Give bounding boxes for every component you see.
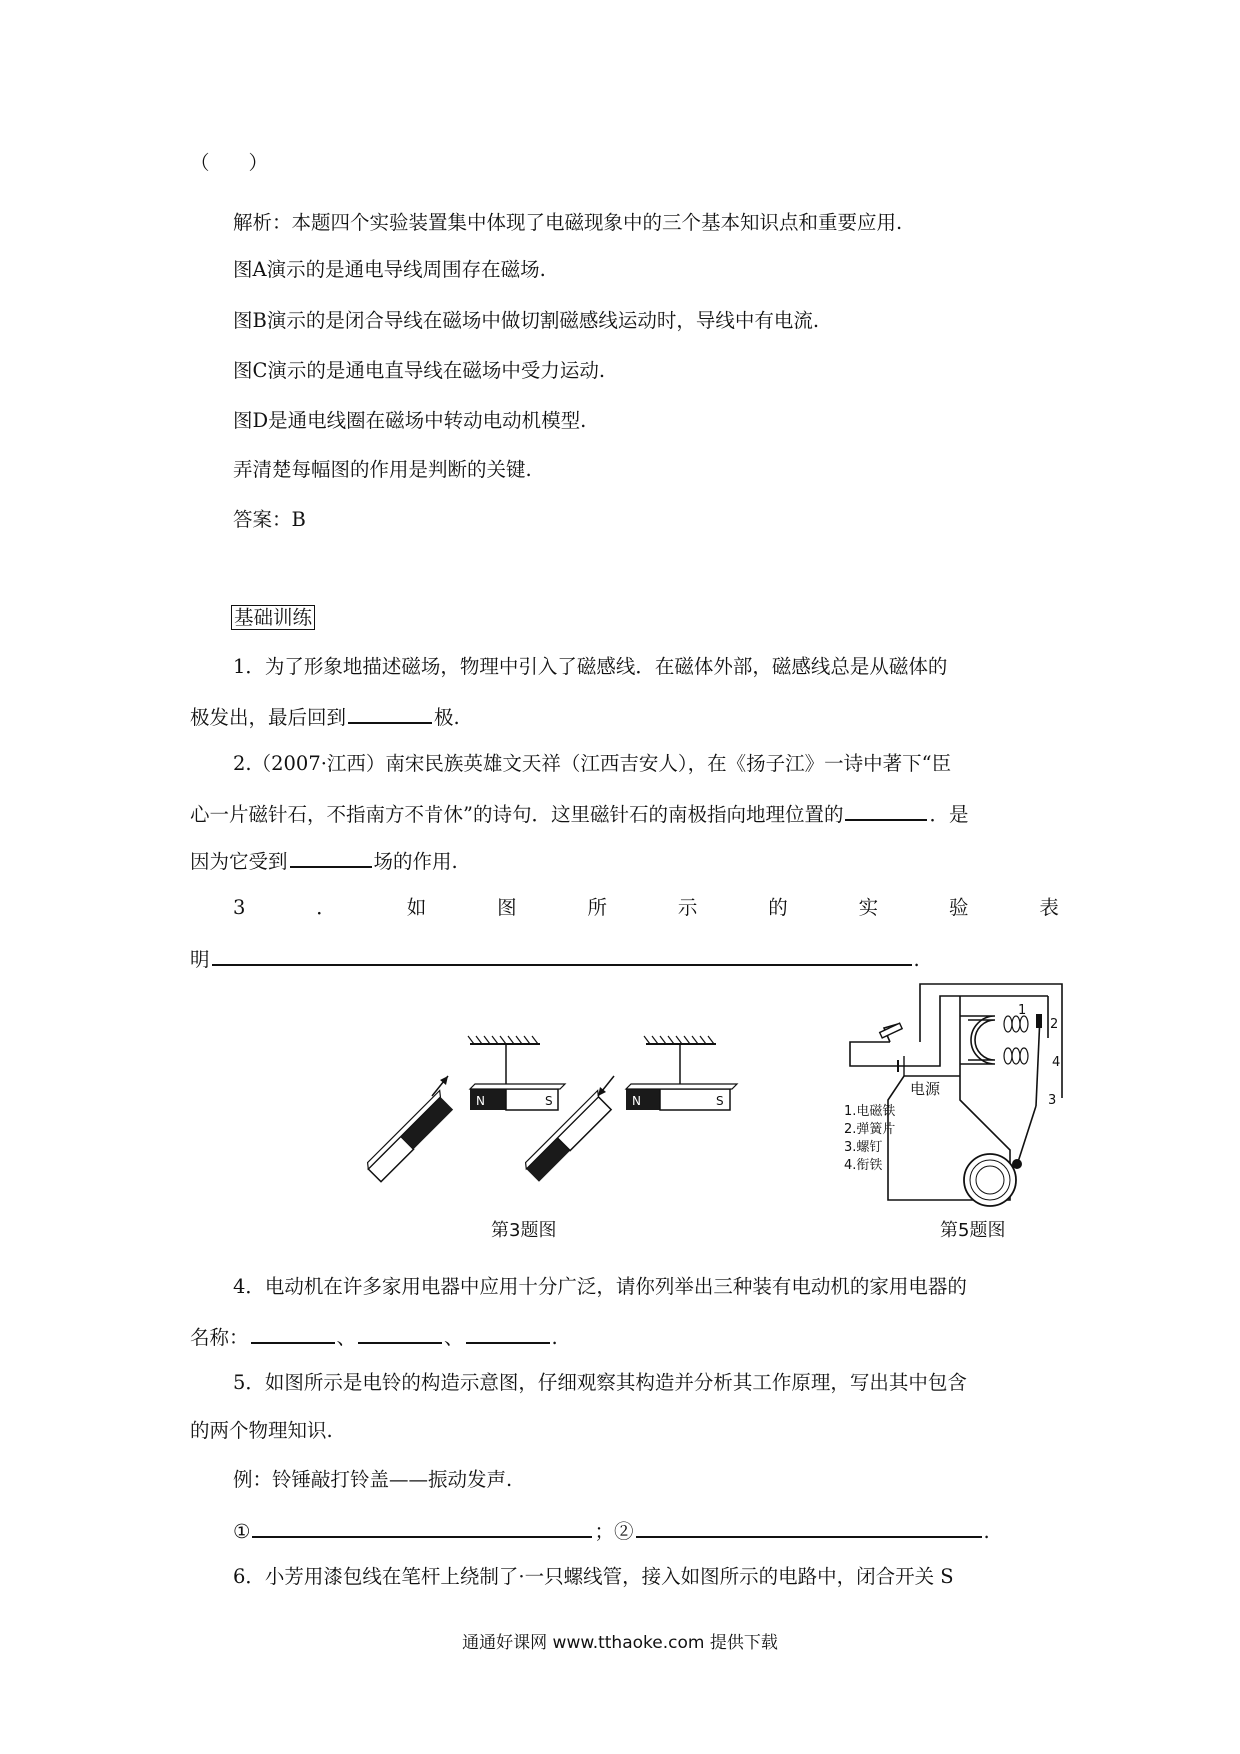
q3-word: 3 — [233, 896, 246, 919]
figure-5-legend-item: 4.衔铁 — [844, 1158, 883, 1173]
q5-example: 例：铃锤敲打铃盖——振动发声. — [233, 1468, 513, 1491]
q5-blank-1[interactable] — [252, 1514, 592, 1538]
q5-line-1: 5．如图所示是电铃的构造示意图，仔细观察其构造并分析其工作原理，写出其中包含 — [233, 1371, 967, 1394]
q2-line-2 — [190, 797, 969, 830]
q3-word: 如 — [406, 896, 427, 919]
q2-text-d: 场的作用. — [373, 850, 458, 873]
q1-line-2 — [190, 700, 460, 733]
figure-5-num-2: 2 — [1050, 1017, 1059, 1032]
q4-blank-1[interactable] — [251, 1320, 335, 1344]
q3-line-2 — [190, 942, 920, 975]
q4-line-1: 4．电动机在许多家用电器中应用十分广泛，请你列举出三种装有电动机的家用电器的 — [233, 1275, 967, 1298]
q3-word: 验 — [949, 896, 969, 919]
q3-word: 所 — [587, 896, 607, 919]
q3-text-b: . — [913, 948, 920, 971]
section-title — [231, 603, 315, 633]
q2-text-b: ．是 — [929, 803, 969, 826]
q3-word: 图 — [497, 896, 517, 919]
q2-line-3 — [190, 844, 458, 877]
q3-blank[interactable] — [212, 942, 912, 966]
q2-blank-1[interactable] — [845, 797, 927, 821]
figure-5-num-3: 3 — [1048, 1093, 1057, 1108]
analysis-figure-a: 图A演示的是通电导线周围存在磁场. — [233, 258, 546, 281]
analysis-figure-c: 图C演示的是通电直导线在磁场中受力运动. — [233, 359, 606, 382]
q5-mark-1: ① — [233, 1520, 251, 1543]
figure-5-diagram — [840, 980, 1080, 1210]
figure-5-power-label: 电源 — [910, 1080, 941, 1098]
q2-line-1: 2.（2007·江西）南宋民族英雄文天祥（江西吉安人），在《扬子江》一诗中著下“臣 — [233, 752, 952, 775]
figure-5-legend-item: 1.电磁铁 — [844, 1104, 896, 1119]
q4-sep-1: 、 — [336, 1326, 357, 1349]
q4-end: . — [551, 1326, 558, 1349]
figure-5-caption: 第5题图 — [940, 1220, 1006, 1241]
q3-word: 示 — [677, 896, 698, 919]
page-footer: 通通好课网 www.tthaoke.com 提供下载 — [462, 1633, 778, 1653]
q1-text-b: 极. — [434, 706, 460, 729]
q5-blank-2[interactable] — [636, 1514, 982, 1538]
figure-3-left-n: N — [476, 1094, 485, 1108]
figure-3-caption: 第3题图 — [491, 1220, 557, 1241]
figure-3-diagram — [360, 1030, 760, 1200]
answer-parentheses: （ ） — [190, 151, 269, 174]
q1-text-a: 极发出，最后回到 — [190, 706, 347, 729]
q2-blank-2[interactable] — [290, 844, 372, 868]
q4-sep-2: 、 — [444, 1326, 464, 1349]
figure-3-right-n: N — [632, 1094, 641, 1108]
q1-line-1: 1．为了形象地描述磁场，物理中引入了磁感线．在磁体外部，磁感线总是从磁体的 — [233, 655, 948, 678]
section-title-text: 基础训练 — [231, 605, 315, 630]
q3-line-1 — [233, 893, 1059, 923]
q4-line-2 — [190, 1320, 558, 1353]
q1-blank[interactable] — [348, 700, 432, 724]
q4-blank-3[interactable] — [466, 1320, 550, 1344]
q3-word: 表 — [1039, 896, 1059, 919]
q3-text-a: 明 — [190, 948, 210, 971]
q5-answer-line — [233, 1514, 990, 1547]
figure-5-legend-item: 2.弹簧片 — [844, 1122, 896, 1137]
q2-text-c: 因为它受到 — [190, 850, 288, 873]
figure-5-num-4: 4 — [1052, 1055, 1061, 1070]
analysis-key-point: 弄清楚每幅图的作用是判断的关键. — [233, 458, 532, 481]
q5-end: . — [983, 1520, 990, 1543]
q3-word: 的 — [768, 896, 788, 919]
analysis-answer: 答案：B — [233, 508, 306, 531]
q5-line-2: 的两个物理知识. — [190, 1419, 333, 1442]
analysis-intro: 解析：本题四个实验装置集中体现了电磁现象中的三个基本知识点和重要应用. — [233, 211, 903, 234]
q4-text-a: 名称： — [190, 1326, 249, 1349]
figure-3-left-s: S — [545, 1094, 553, 1108]
q2-text-a: 心一片磁针石，不指南方不肯休”的诗句．这里磁针石的南极指向地理位置的 — [190, 803, 844, 826]
q4-blank-2[interactable] — [358, 1320, 442, 1344]
analysis-figure-d: 图D是通电线圈在磁场中转动电动机模型. — [233, 409, 587, 432]
q5-mid: ；② — [594, 1520, 634, 1543]
q3-word: ． — [316, 896, 336, 919]
figure-5-num-1: 1 — [1018, 1003, 1027, 1018]
figure-3-right-s: S — [716, 1094, 724, 1108]
q6-line-1: 6．小芳用漆包线在笔杆上绕制了·一只螺线管，接入如图所示的电路中，闭合开关 S — [233, 1565, 954, 1588]
q3-word: 实 — [858, 896, 879, 919]
figure-5-legend-item: 3.螺钉 — [844, 1140, 883, 1155]
analysis-figure-b: 图B演示的是闭合导线在磁场中做切割磁感线运动时，导线中有电流. — [233, 309, 820, 332]
